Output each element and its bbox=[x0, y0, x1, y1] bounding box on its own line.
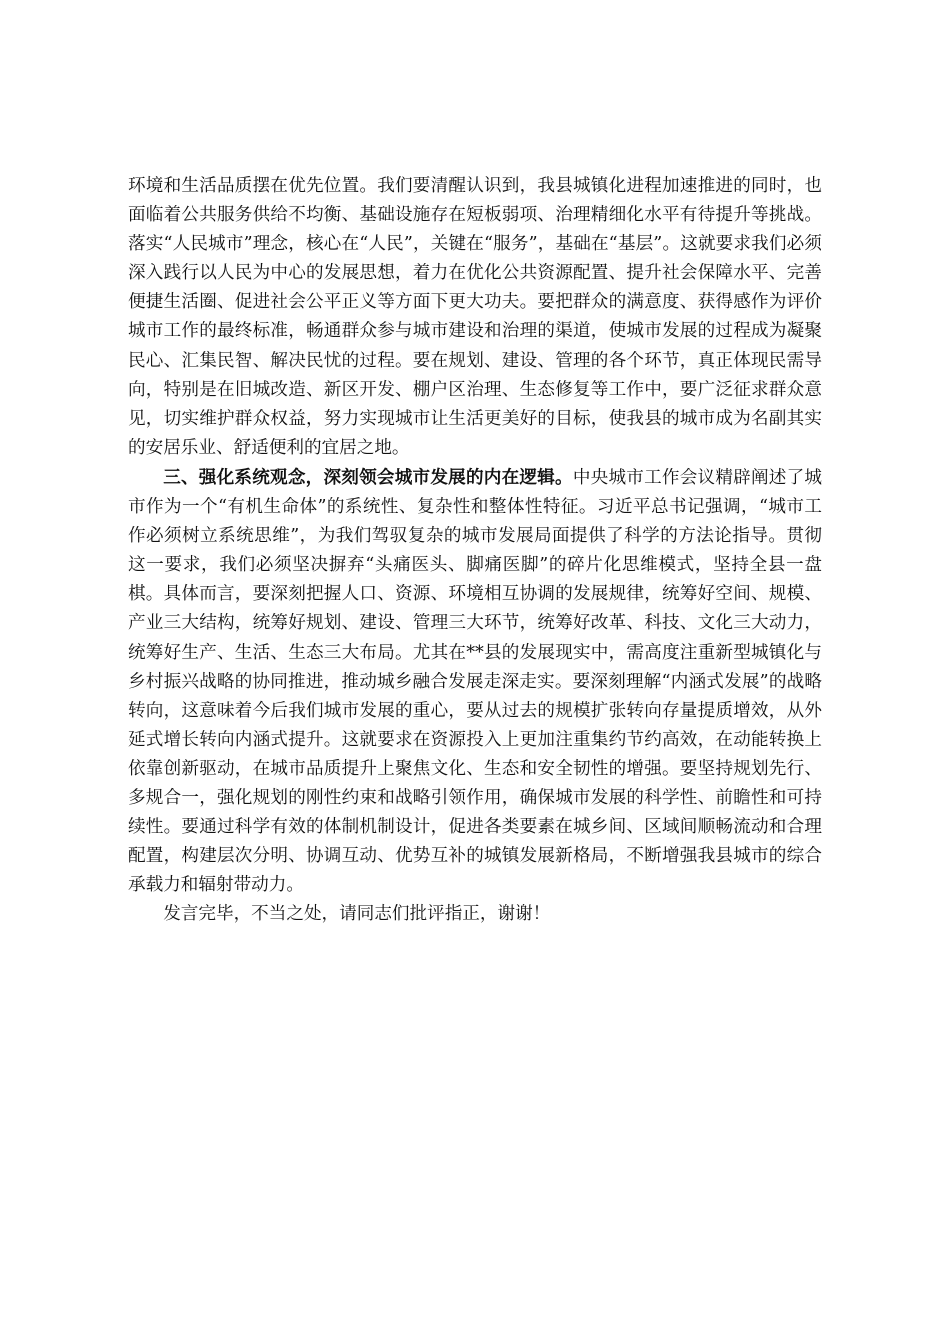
paragraph-section-three bbox=[128, 463, 822, 900]
section-three-heading: 三、强化系统观念，深刻领会城市发展的内在逻辑。 bbox=[163, 466, 573, 488]
document-body bbox=[128, 172, 822, 929]
paragraph-continuation: 环境和生活品质摆在优先位置。我们要清醒认识到，我县城镇化进程加速推进的同时，也面临着公共服务供给不均衡、基础设施存在短板弱项、治理精细化水平有待提升等挑战。落实“人民城市”理念，核心在“人民”，关键在“服务”，基础在“基层”。这就要求我们必须深入践行以人民为中心的发展思想，着力在优化公共资源配置、提升社会保障水平、完善便捷生活圈、促进社会公平正义等方面下更大功夫。要把群众的满意度、获得感作为评价城市工作的最终标准，畅通群众参与城市建设和治理的渠道，使城市发展的过程成为凝聚民心、汇集民智、解决民忧的过程。要在规划、建设、管理的各个环节，真正体现民需导向，特别是在旧城改造、新区开发、棚户区治理、生态修复等工作中，要广泛征求群众意见，切实维护群众权益，努力实现城市让生活更美好的目标，使我县的城市成为名副其实的安居乐业、舒适便利的宜居之地。 bbox=[128, 176, 822, 458]
paragraph-closing: 发言完毕，不当之处，请同志们批评指正，谢谢！ bbox=[163, 904, 551, 925]
section-three-body: 中央城市工作会议精辟阐述了城市作为一个“有机生命体”的系统性、复杂性和整体性特征。习近平总书记强调，“城市工作必须树立系统思维”，为我们驾驭复杂的城市发展局面提供了科学的方法论指导。贯彻这一要求，我们必须坚决摒弃“头痛医头、脚痛医脚”的碎片化思维模式，坚持全县一盘棋。具体而言，要深刻把握人口、资源、环境相互协调的发展规律，统筹好空间、规模、产业三大结构，统筹好规划、建设、管理三大环节，统筹好改革、科技、文化三大动力，统筹好生产、生活、生态三大布局。尤其在**县的发展现实中，需高度注重新型城镇化与乡村振兴战略的协同推进，推动城乡融合发展走深走实。要深刻理解“内涵式发展”的战略转向，这意味着今后我们城市发展的重心，要从过去的规模扩张转向存量提质增效，从外延式增长转向内涵式提升。这就要求在资源投入上更加注重集约节约高效，在动能转换上依靠创新驱动，在城市品质提升上聚焦文化、生态和安全韧性的增强。要坚持规划先行、多规合一，强化规划的刚性约束和战略引领作用，确保城市发展的科学性、前瞻性和可持续性。要通过科学有效的体制机制设计，促进各类要素在城乡间、区域间顺畅流动和合理配置，构建层次分明、协调互动、优势互补的城镇发展新格局，不断增强我县城市的综合承载力和辐射带动力。 bbox=[128, 467, 822, 896]
